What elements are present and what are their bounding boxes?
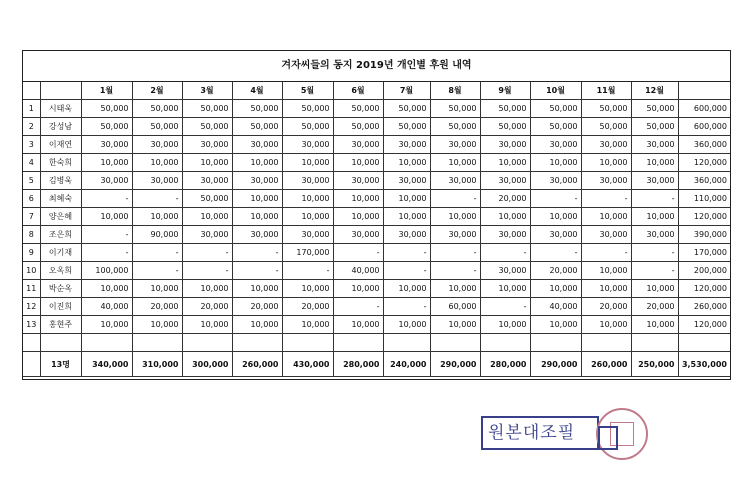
donation-amount: 50,000: [81, 118, 132, 136]
donation-amount: 10,000: [430, 208, 480, 226]
donor-name: 양은혜: [40, 208, 81, 226]
donation-amount: 10,000: [232, 190, 282, 208]
donation-amount: -: [333, 244, 383, 262]
donation-amount: 20,000: [232, 298, 282, 316]
donation-amount: 30,000: [631, 136, 678, 154]
donation-amount: 10,000: [480, 154, 530, 172]
donation-amount: -: [530, 244, 581, 262]
donation-amount: 10,000: [530, 208, 581, 226]
totals-row: [23, 352, 730, 377]
donor-name: 한숙희: [40, 154, 81, 172]
donation-amount: 30,000: [282, 136, 333, 154]
donor-total: 390,000: [678, 226, 730, 244]
donation-amount: 50,000: [581, 118, 631, 136]
header-row: [23, 82, 730, 100]
row-index: 5: [23, 172, 40, 190]
donation-amount: 40,000: [333, 262, 383, 280]
month-total: 290,000: [430, 352, 480, 377]
donation-amount: 10,000: [383, 280, 430, 298]
table-row: [23, 190, 730, 208]
donation-amount: 10,000: [81, 280, 132, 298]
donor-total: 120,000: [678, 208, 730, 226]
member-count: 13명: [40, 352, 81, 377]
donation-amount: 10,000: [232, 154, 282, 172]
month-total: 310,000: [132, 352, 182, 377]
donation-amount: 50,000: [631, 100, 678, 118]
row-index: 8: [23, 226, 40, 244]
donation-amount: -: [282, 262, 333, 280]
donation-amount: 30,000: [333, 172, 383, 190]
donation-amount: 50,000: [182, 190, 232, 208]
donation-amount: 50,000: [132, 118, 182, 136]
donation-amount: 10,000: [430, 316, 480, 334]
donation-amount: 30,000: [581, 172, 631, 190]
month-header: 1월: [81, 82, 132, 100]
donation-amount: 50,000: [81, 100, 132, 118]
donor-name: 이기재: [40, 244, 81, 262]
donation-amount: 10,000: [530, 316, 581, 334]
month-header: 11월: [581, 82, 631, 100]
donor-total: 600,000: [678, 118, 730, 136]
donor-name: 박순옥: [40, 280, 81, 298]
donation-amount: -: [530, 190, 581, 208]
donation-amount: 100,000: [81, 262, 132, 280]
row-index: 7: [23, 208, 40, 226]
donation-amount: -: [81, 190, 132, 208]
table-row: [23, 118, 730, 136]
donation-amount: 50,000: [530, 100, 581, 118]
donation-amount: 10,000: [530, 154, 581, 172]
donation-amount: 10,000: [232, 280, 282, 298]
month-total: 250,000: [631, 352, 678, 377]
donation-amount: 30,000: [480, 262, 530, 280]
donation-amount: -: [132, 262, 182, 280]
month-total: 240,000: [383, 352, 430, 377]
donation-amount: -: [631, 262, 678, 280]
header-total: [678, 82, 730, 100]
donation-amount: 10,000: [232, 208, 282, 226]
donation-amount: -: [430, 190, 480, 208]
donation-amount: 30,000: [232, 136, 282, 154]
donation-amount: -: [132, 190, 182, 208]
donation-amount: -: [232, 262, 282, 280]
donation-amount: 30,000: [81, 172, 132, 190]
month-total: 260,000: [581, 352, 631, 377]
donation-amount: 30,000: [430, 226, 480, 244]
donation-amount: 20,000: [530, 262, 581, 280]
donation-amount: 10,000: [282, 208, 333, 226]
donation-amount: 30,000: [480, 226, 530, 244]
donation-amount: 10,000: [333, 154, 383, 172]
donation-amount: 20,000: [182, 298, 232, 316]
donation-amount: 50,000: [631, 118, 678, 136]
donation-amount: 10,000: [530, 280, 581, 298]
donation-amount: 50,000: [132, 100, 182, 118]
month-header: 10월: [530, 82, 581, 100]
donation-amount: 60,000: [430, 298, 480, 316]
donation-amount: 30,000: [182, 136, 232, 154]
donation-amount: 30,000: [530, 172, 581, 190]
donation-amount: 30,000: [480, 172, 530, 190]
donation-amount: 10,000: [383, 154, 430, 172]
donor-total: 200,000: [678, 262, 730, 280]
donation-amount: 30,000: [430, 136, 480, 154]
donation-amount: 10,000: [631, 280, 678, 298]
donation-amount: 30,000: [232, 226, 282, 244]
donation-amount: 40,000: [81, 298, 132, 316]
blank-row: [23, 334, 730, 352]
table-row: [23, 208, 730, 226]
donation-amount: 30,000: [182, 172, 232, 190]
table-row: [23, 316, 730, 334]
donation-amount: 10,000: [282, 190, 333, 208]
donation-amount: 10,000: [430, 280, 480, 298]
donation-amount: 30,000: [430, 172, 480, 190]
month-header: 9월: [480, 82, 530, 100]
donation-amount: 50,000: [282, 118, 333, 136]
donation-amount: 30,000: [631, 226, 678, 244]
donation-amount: -: [430, 262, 480, 280]
donation-amount: -: [232, 244, 282, 262]
donation-amount: 10,000: [581, 316, 631, 334]
donation-amount: -: [631, 244, 678, 262]
donation-amount: 30,000: [530, 136, 581, 154]
month-header: 2월: [132, 82, 182, 100]
donor-name: 최혜숙: [40, 190, 81, 208]
row-index: 2: [23, 118, 40, 136]
row-index: 10: [23, 262, 40, 280]
donor-name: 이재연: [40, 136, 81, 154]
seal-box-mark: [598, 426, 618, 450]
donation-amount: 30,000: [530, 226, 581, 244]
donation-amount: 10,000: [282, 280, 333, 298]
donation-amount: 10,000: [333, 208, 383, 226]
donor-name: 조은희: [40, 226, 81, 244]
donation-amount: 10,000: [383, 190, 430, 208]
donation-amount: 10,000: [631, 154, 678, 172]
certified-copy-stamp: 원본대조필: [481, 416, 599, 450]
donation-amount: 90,000: [132, 226, 182, 244]
table-row: [23, 136, 730, 154]
month-header: 3월: [182, 82, 232, 100]
month-total: 300,000: [182, 352, 232, 377]
donor-total: 360,000: [678, 172, 730, 190]
month-header: 8월: [430, 82, 480, 100]
donor-total: 110,000: [678, 190, 730, 208]
table-row: [23, 172, 730, 190]
grand-total: 3,530,000: [678, 352, 730, 377]
table-row: [23, 244, 730, 262]
donation-amount: 50,000: [232, 100, 282, 118]
donation-amount: 50,000: [530, 118, 581, 136]
donation-amount: 10,000: [132, 208, 182, 226]
row-index: 11: [23, 280, 40, 298]
row-index: 6: [23, 190, 40, 208]
donation-amount: -: [480, 244, 530, 262]
donation-amount: 10,000: [581, 280, 631, 298]
donation-amount: 50,000: [581, 100, 631, 118]
sheet-title: 겨자씨들의 동지 2019년 개인별 후원 내역: [23, 51, 730, 82]
donation-amount: 10,000: [132, 316, 182, 334]
header-index: [23, 82, 40, 100]
donor-total: 120,000: [678, 316, 730, 334]
donation-amount: 20,000: [631, 298, 678, 316]
donor-name: 강성남: [40, 118, 81, 136]
donation-amount: 30,000: [383, 136, 430, 154]
donation-amount: 50,000: [430, 118, 480, 136]
donation-amount: 10,000: [383, 208, 430, 226]
donation-amount: 50,000: [480, 118, 530, 136]
row-index: 1: [23, 100, 40, 118]
header-name: [40, 82, 81, 100]
donation-amount: 20,000: [480, 190, 530, 208]
donor-total: 120,000: [678, 154, 730, 172]
donation-amount: 50,000: [480, 100, 530, 118]
donation-amount: 10,000: [333, 316, 383, 334]
donation-amount: 10,000: [182, 316, 232, 334]
donor-total: 360,000: [678, 136, 730, 154]
donation-amount: 10,000: [581, 262, 631, 280]
donation-amount: 170,000: [282, 244, 333, 262]
donation-amount: 30,000: [383, 172, 430, 190]
month-total: 260,000: [232, 352, 282, 377]
donation-amount: 30,000: [333, 226, 383, 244]
donation-amount: 10,000: [480, 316, 530, 334]
donation-amount: -: [333, 298, 383, 316]
month-header: 6월: [333, 82, 383, 100]
donation-amount: 10,000: [182, 280, 232, 298]
donation-amount: 50,000: [182, 100, 232, 118]
donation-amount: 10,000: [480, 208, 530, 226]
row-index: 13: [23, 316, 40, 334]
donation-amount: 30,000: [282, 172, 333, 190]
donation-amount: 10,000: [81, 208, 132, 226]
donation-amount: 50,000: [383, 100, 430, 118]
donation-amount: 50,000: [182, 118, 232, 136]
donation-amount: 10,000: [430, 154, 480, 172]
donation-amount: 10,000: [631, 208, 678, 226]
row-index: 4: [23, 154, 40, 172]
donor-name: 김병욱: [40, 172, 81, 190]
donation-amount: 10,000: [383, 316, 430, 334]
donation-amount: -: [383, 244, 430, 262]
donation-amount: -: [631, 190, 678, 208]
row-index: 12: [23, 298, 40, 316]
donation-amount: 10,000: [581, 208, 631, 226]
table-row: [23, 298, 730, 316]
table-row: [23, 262, 730, 280]
month-header: 7월: [383, 82, 430, 100]
donation-amount: 20,000: [132, 298, 182, 316]
donation-amount: 10,000: [232, 316, 282, 334]
donation-amount: -: [581, 190, 631, 208]
donor-total: 120,000: [678, 280, 730, 298]
donation-amount: 30,000: [282, 226, 333, 244]
donation-amount: -: [81, 226, 132, 244]
donation-amount: 30,000: [480, 136, 530, 154]
donation-amount: 20,000: [282, 298, 333, 316]
donor-total: 170,000: [678, 244, 730, 262]
donor-total: 260,000: [678, 298, 730, 316]
donation-amount: 10,000: [282, 154, 333, 172]
donation-amount: 30,000: [581, 226, 631, 244]
donation-amount: 10,000: [182, 208, 232, 226]
donation-amount: -: [383, 298, 430, 316]
month-total: 290,000: [530, 352, 581, 377]
donation-table: [23, 82, 730, 377]
donation-amount: 10,000: [81, 154, 132, 172]
donation-amount: 30,000: [232, 172, 282, 190]
donation-amount: -: [182, 244, 232, 262]
donation-amount: 30,000: [631, 172, 678, 190]
row-index: 3: [23, 136, 40, 154]
donor-name: 오옥희: [40, 262, 81, 280]
donation-amount: 50,000: [333, 100, 383, 118]
row-index: 9: [23, 244, 40, 262]
donation-amount: 50,000: [232, 118, 282, 136]
donation-amount: 30,000: [182, 226, 232, 244]
table-row: [23, 226, 730, 244]
donation-amount: -: [383, 262, 430, 280]
donation-amount: -: [132, 244, 182, 262]
donation-amount: -: [182, 262, 232, 280]
donation-amount: 30,000: [132, 172, 182, 190]
donation-amount: 10,000: [182, 154, 232, 172]
donation-amount: 40,000: [530, 298, 581, 316]
month-header: 12월: [631, 82, 678, 100]
month-total: 430,000: [282, 352, 333, 377]
month-total: 280,000: [480, 352, 530, 377]
donation-amount: 30,000: [81, 136, 132, 154]
donation-amount: 50,000: [282, 100, 333, 118]
donor-name: 홍현주: [40, 316, 81, 334]
donation-amount: 10,000: [132, 154, 182, 172]
donation-amount: 10,000: [333, 190, 383, 208]
donation-amount: 50,000: [333, 118, 383, 136]
donation-amount: 10,000: [81, 316, 132, 334]
donation-amount: -: [430, 244, 480, 262]
donation-amount: 10,000: [132, 280, 182, 298]
donor-name: 이진희: [40, 298, 81, 316]
donation-amount: 30,000: [333, 136, 383, 154]
donation-amount: -: [81, 244, 132, 262]
month-header: 4월: [232, 82, 282, 100]
donation-amount: 50,000: [383, 118, 430, 136]
donation-amount: 50,000: [430, 100, 480, 118]
donor-total: 600,000: [678, 100, 730, 118]
donation-amount: 20,000: [581, 298, 631, 316]
donor-name: 시태욱: [40, 100, 81, 118]
donation-amount: 30,000: [383, 226, 430, 244]
donation-amount: -: [581, 244, 631, 262]
month-header: 5월: [282, 82, 333, 100]
month-total: 340,000: [81, 352, 132, 377]
donation-amount: 10,000: [480, 280, 530, 298]
table-row: [23, 154, 730, 172]
donation-amount: 10,000: [581, 154, 631, 172]
table-row: [23, 100, 730, 118]
month-total: 280,000: [333, 352, 383, 377]
donation-amount: 10,000: [282, 316, 333, 334]
donation-amount: 10,000: [631, 316, 678, 334]
donation-amount: 30,000: [581, 136, 631, 154]
table-row: [23, 280, 730, 298]
donation-sheet: [22, 50, 731, 380]
donation-amount: 10,000: [333, 280, 383, 298]
donation-amount: -: [480, 298, 530, 316]
donation-amount: 30,000: [132, 136, 182, 154]
